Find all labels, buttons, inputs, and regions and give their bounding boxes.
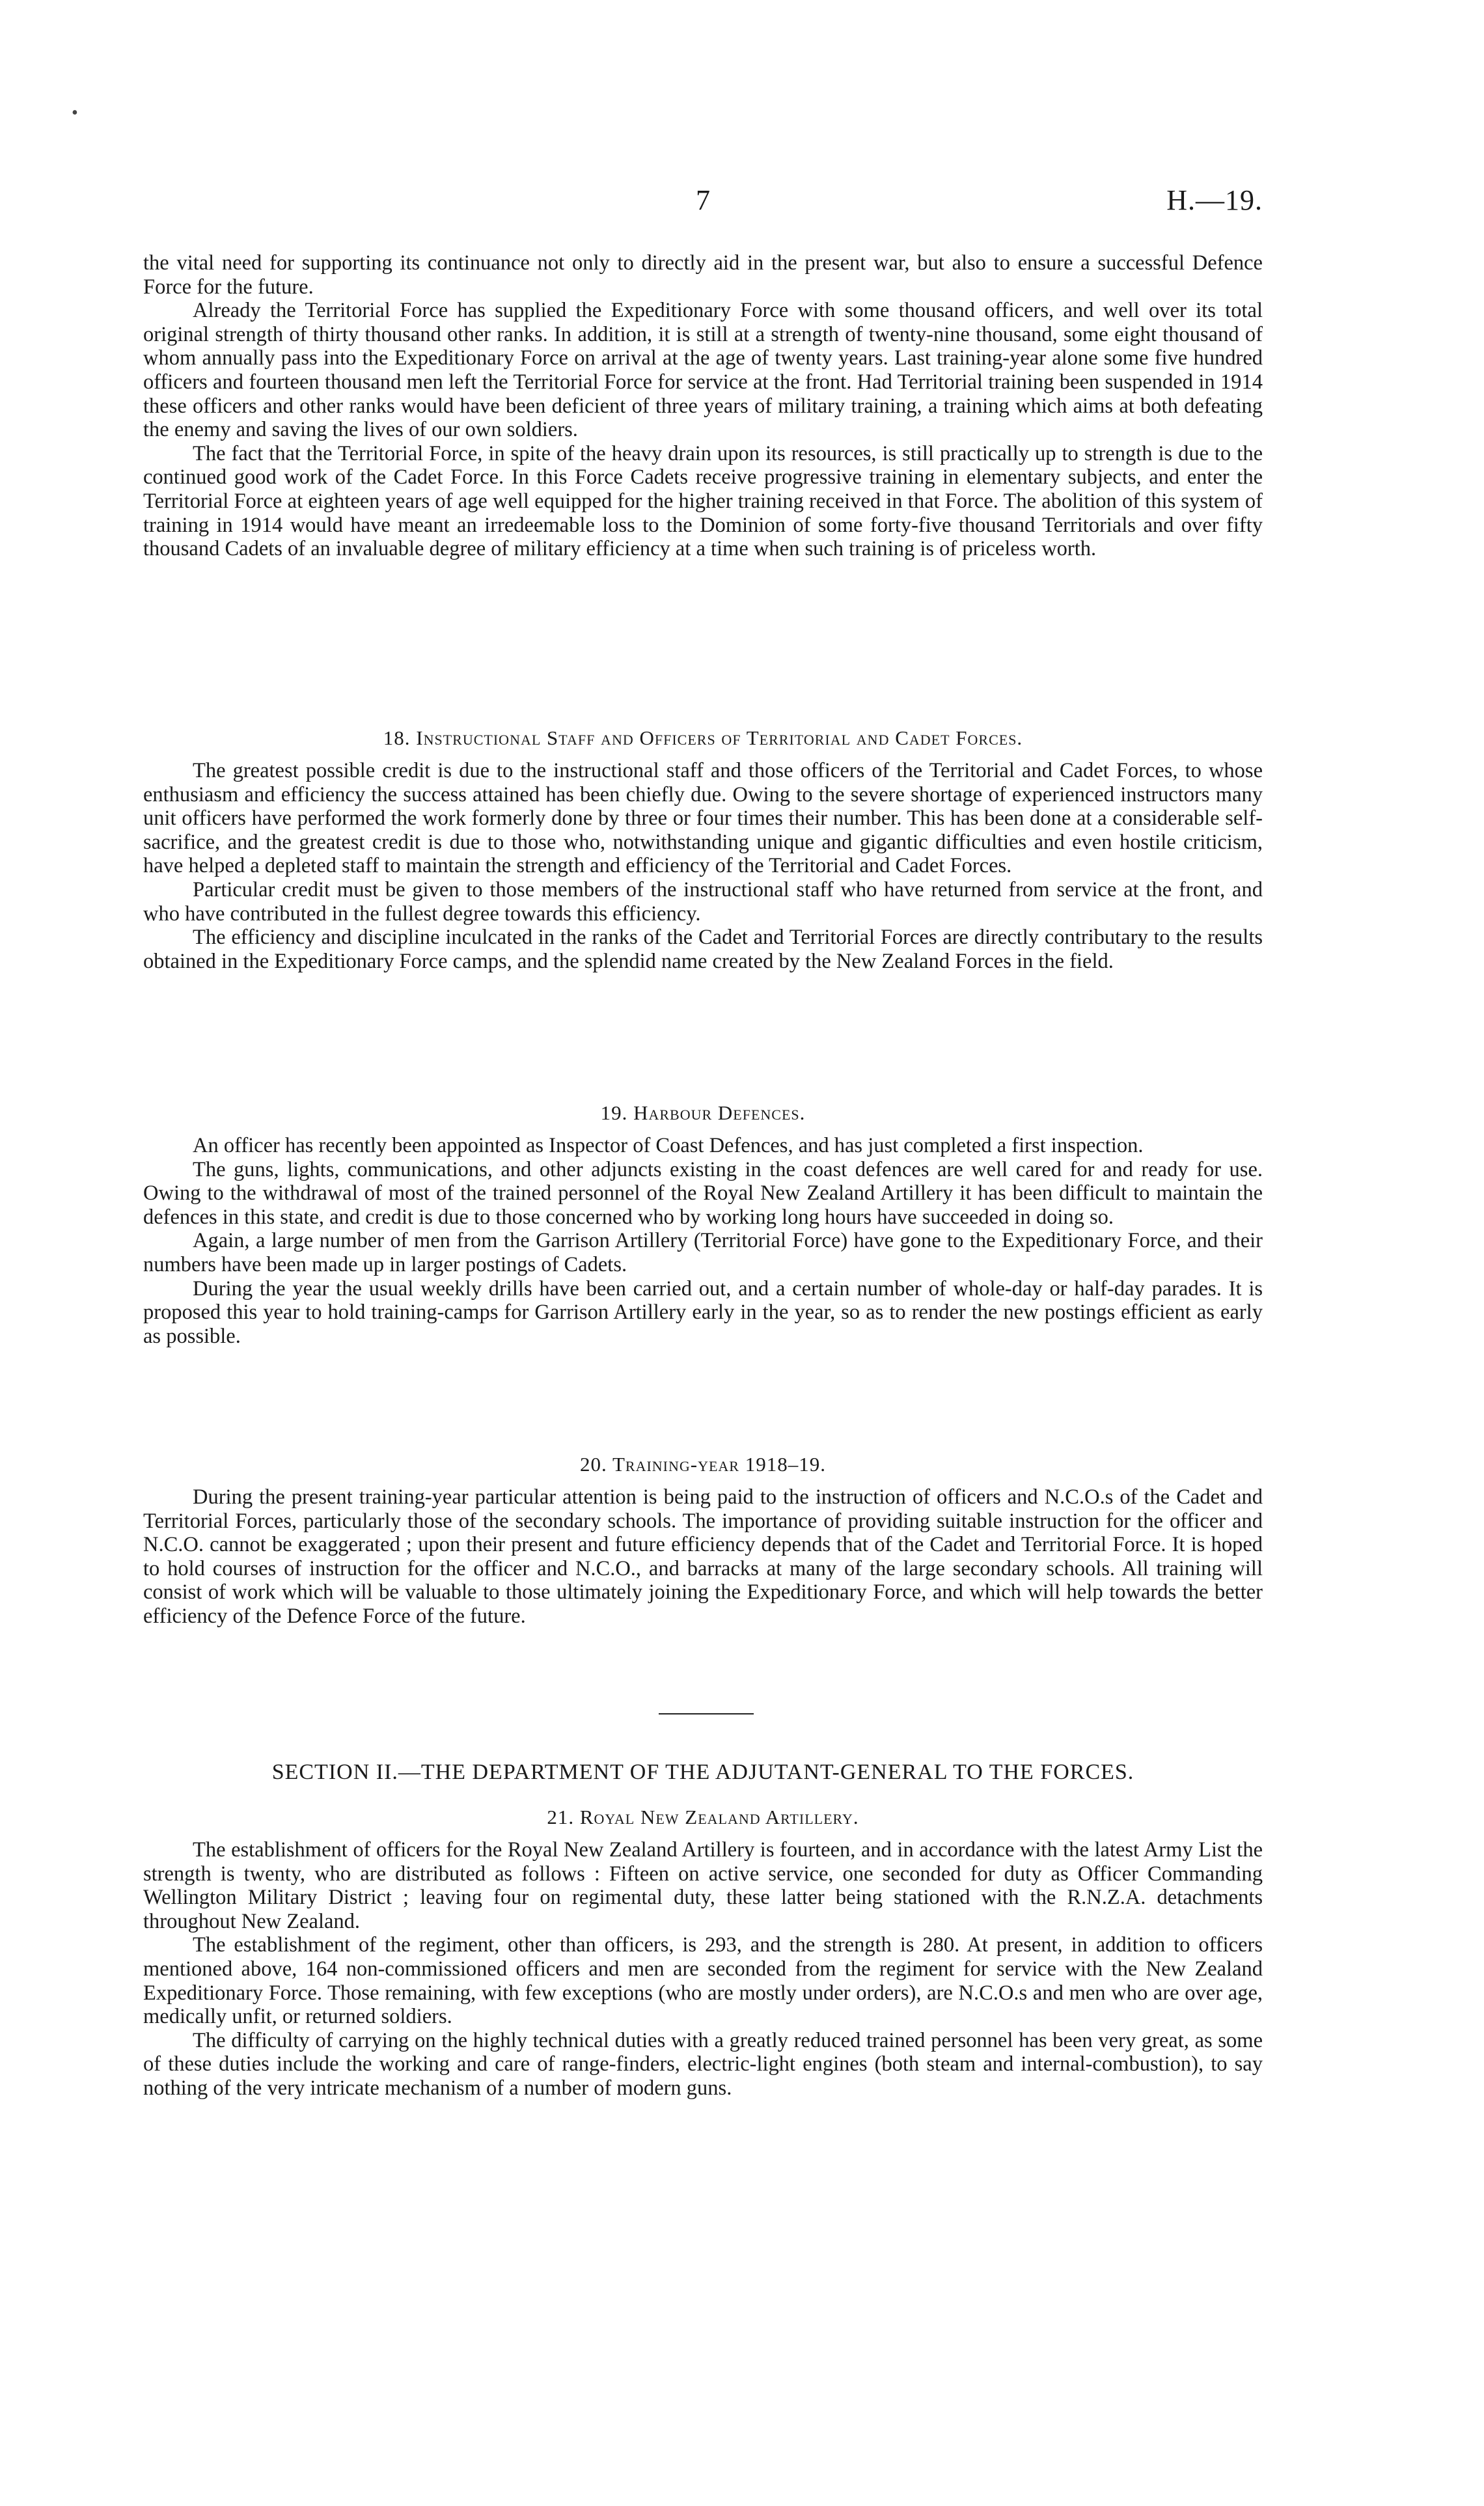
section-19-paragraph-2: The guns, lights, communications, and other adjuncts existing in the coast defences are well cared for and ready for use. Owing to the withdrawal of most of the trained personnel of the Royal New Zealand Artillery it has been difficult to maintain the defences in this state, and credit is due to those concerned who by working long hours have succeeded in doing so. — [143, 1157, 1263, 1229]
section-19-heading: 19. Harbour Defences. — [600, 1101, 806, 1124]
section-21-paragraph-3: The difficulty of carrying on the highly technical duties with a greatly reduced trained personnel has been very great, as some of these duties include the working and care of range-finders, electric-light engines (both steam and internal-combustion), to say nothing of the very intricate mechanism of a number of modern guns. — [143, 2028, 1263, 2100]
section-19-paragraph-4: During the year the usual weekly drills have been carried out, and a certain number of whole-day or half-day parades. It is proposed this year to hold training-camps for Garrison Artillery early in the year, so as to render the new postings efficient as early as possible. — [143, 1276, 1263, 1348]
section-18-text — [143, 759, 1263, 973]
section-19-text — [143, 1134, 1263, 1348]
page-number: 7 — [696, 184, 710, 216]
scan-speck: • — [72, 103, 78, 123]
section-20-heading: 20. Training-year 1918–19. — [580, 1453, 826, 1476]
section-21-heading: 21. Royal New Zealand Artillery. — [547, 1806, 859, 1828]
section-19-paragraph-1: An officer has recently been appointed as Inspector of Coast Defences, and has just completed a first inspection. — [193, 1134, 1144, 1157]
section-21-text — [143, 1838, 1263, 2100]
intro-paragraph-2: Already the Territorial Force has supplied the Expeditionary Force with some thousand officers, and well over its total original strength of thirty thousand other ranks. In addition, it is still at a strength of twenty-nine thousand, some eight thousand of whom annually pass into the Expeditionary Force on arrival at the age of twenty years. Last training-year alone some five hundred officers and fourteen thousand men left the Territorial Force for service at the front. Had Territorial training been suspended in 1914 these officers and other ranks would have been deficient of three years of military training, a training which aims at both defeating the enemy and saving the lives of our own soldiers. — [143, 299, 1263, 442]
intro-paragraph-1: the vital need for supporting its continuance not only to directly aid in the present war, but also to ensure a successful Defence Force for the future. — [143, 251, 1263, 299]
section-19-paragraph-3: Again, a large number of men from the Garrison Artillery (Territorial Force) have gone to the Expeditionary Force, and their numbers have been made up in larger postings of Cadets. — [143, 1229, 1263, 1276]
section-18-paragraph-2: Particular credit must be given to those members of the instructional staff who have returned from service at the front, and who have contributed in the fullest degree towards this efficiency. — [143, 877, 1263, 926]
section-20-paragraph-1: During the present training-year particular attention is being paid to the instruction of officers and N.C.O.s of the Cadet and Territorial Forces, particularly those of the secondary schools. The importance of providing suitable instruction for the officer and N.C.O. cannot be exaggerated ; upon their present and future efficiency depends that of the Cadet and Territorial Force. It is hoped to hold courses of instruction for the officer and N.C.O., and barracks at many of the large secondary schools. All training will consist of work which will be valuable to those ultimately joining the Expeditionary Force, and which will help towards the better efficiency of the Defence Force of the future. — [143, 1485, 1263, 1628]
section-18-heading: 18. Instructional Staff and Officers of Territorial and Cadet Forces. — [383, 726, 1023, 749]
document-reference: H.—19. — [1166, 184, 1263, 216]
section-divider — [659, 1713, 754, 1714]
page-header — [143, 184, 1263, 223]
section-18-paragraph-1: The greatest possible credit is due to the instructional staff and those officers of the Territorial and Cadet Forces, to whose enthusiasm and efficiency the success attained has been chiefly due. Owing to the severe shortage of experienced instructors many unit officers have performed the work formerly done by three or four times their number. This has been done at a considerable self-sacrifice, and the greatest credit is due to those who, notwithstanding unique and gigantic difficulties and even hostile criticism, have helped a depleted staff to maintain the strength and efficiency of the Territorial and Cadet Forces. — [143, 759, 1263, 878]
section-ii-heading: SECTION II.—THE DEPARTMENT OF THE ADJUTANT-GENERAL TO THE FORCES. — [271, 1760, 1134, 1784]
intro-paragraph-3: The fact that the Territorial Force, in spite of the heavy drain upon its resources, is still practically up to strength is due to the continued good work of the Cadet Force. In this Force Cadets receive progressive training in elementary subjects, and enter the Territorial Force at eighteen years of age well equipped for the higher training received in that Force. The abolition of this system of training in 1914 would have meant an irredeemable loss to the Dominion of some forty-five thousand Territorials and over fifty thousand Cadets of an invaluable degree of military efficiency at a time when such training is of priceless worth. — [143, 441, 1263, 561]
section-18-paragraph-3: The efficiency and discipline inculcated in the ranks of the Cadet and Territorial Forces are directly contributary to the results obtained in the Expeditionary Force camps, and the splendid name created by the New Zealand Forces in the field. — [143, 926, 1263, 973]
intro-text — [143, 251, 1263, 561]
section-20-text — [143, 1485, 1263, 1629]
section-21-paragraph-1: The establishment of officers for the Royal New Zealand Artillery is fourteen, and in accordance with the latest Army List the strength is twenty, who are distributed as follows : Fifteen on active service, one seconded for duty as Officer Commanding Wellington Military District ; leaving four on regimental duty, these latter being stationed with the R.N.Z.A. detachments throughout New Zealand. — [143, 1838, 1263, 1933]
section-21-paragraph-2: The establishment of the regiment, other than officers, is 293, and the strength is 280. At present, in addition to officers mentioned above, 164 non-commissioned officers and men are seconded from the regiment for service with the New Zealand Expeditionary Force. Those remaining, with few exceptions (who are mostly under orders), are N.C.O.s and men who are over age, medically unfit, or returned soldiers. — [143, 1933, 1263, 2029]
